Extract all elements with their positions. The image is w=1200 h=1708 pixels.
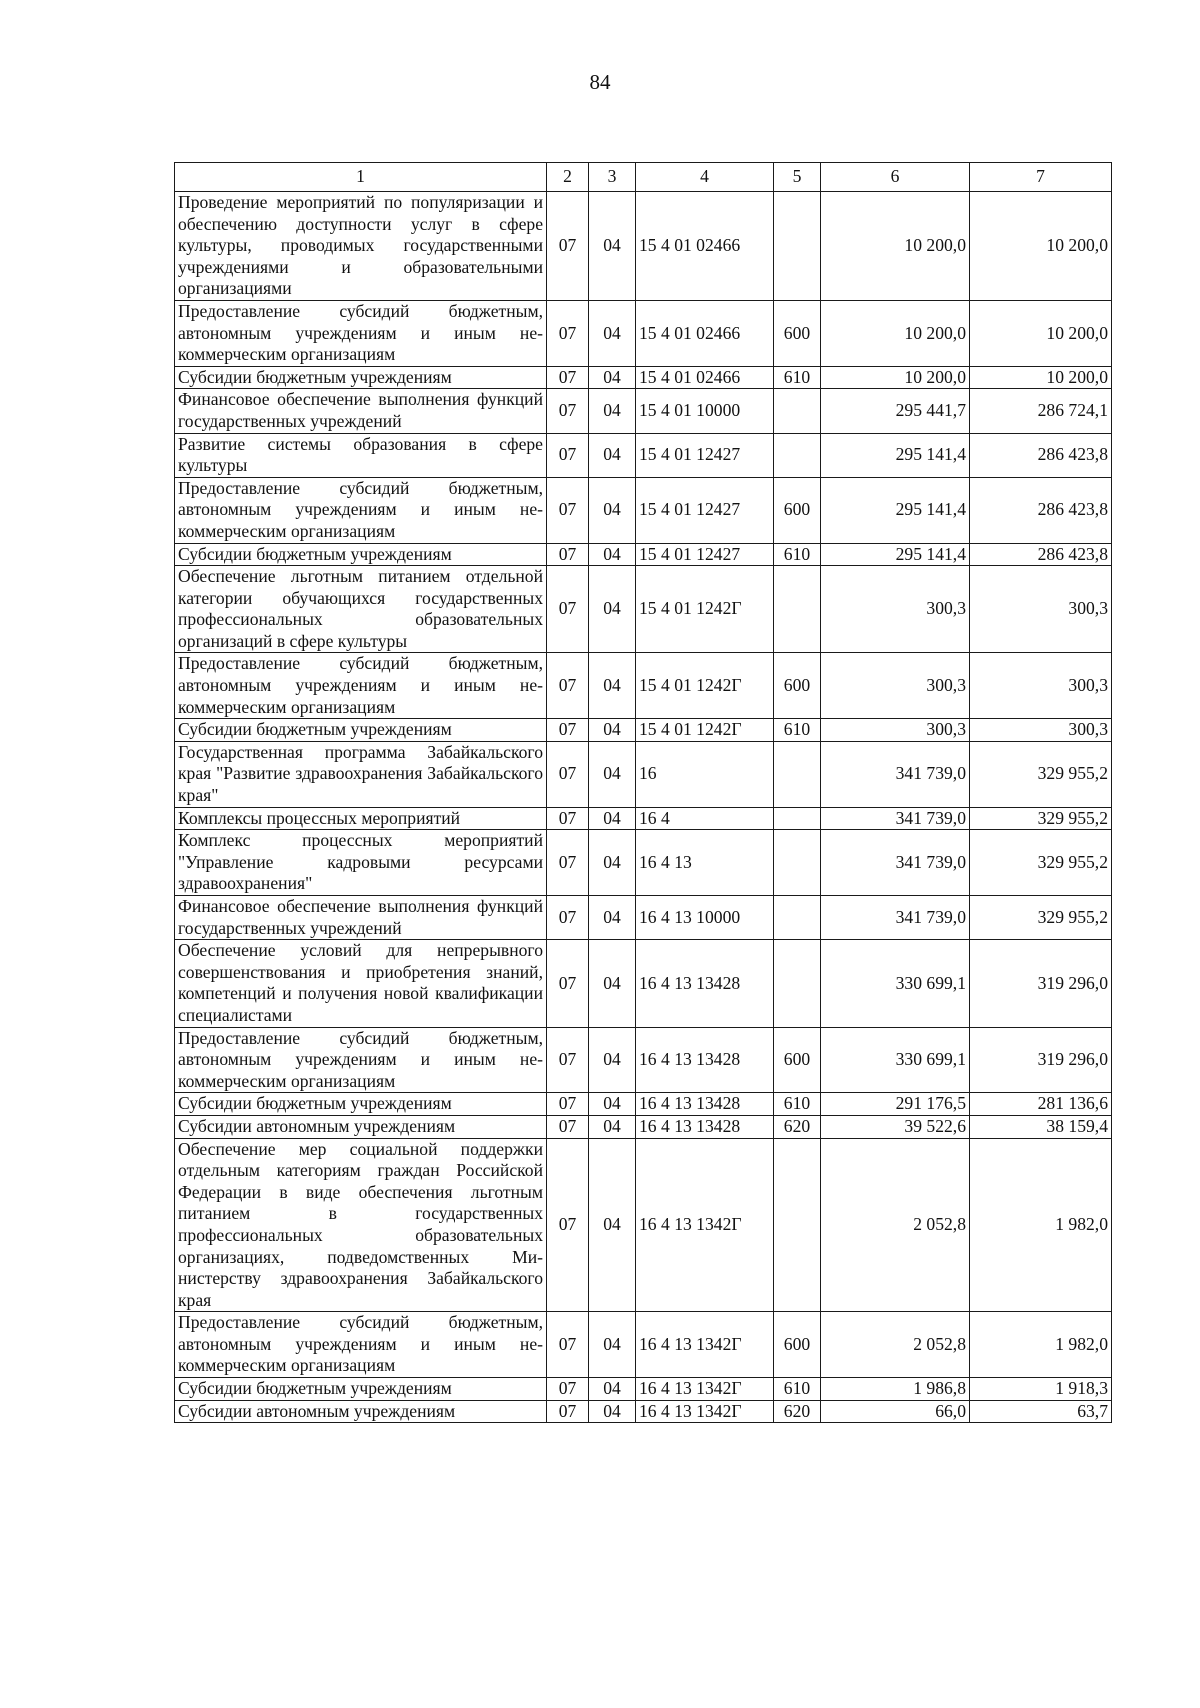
table-row — [175, 896, 1112, 940]
expense-type-code — [774, 940, 821, 1027]
row-description: Развитие системы образования в сфере культуры — [175, 433, 547, 477]
table-row — [175, 719, 1112, 742]
amount-year-2: 329 955,2 — [970, 741, 1112, 807]
row-description: Проведение мероприятий по популяризации и обеспечению доступности услуг в сфере культуры, проводимых государственными учреждениями и образовательными организациями — [175, 192, 547, 301]
section-code: 07 — [547, 1115, 589, 1138]
subsection-code: 04 — [589, 1093, 636, 1116]
amount-year-1: 341 739,0 — [821, 896, 970, 940]
expense-type-code: 600 — [774, 1312, 821, 1378]
section-code: 07 — [547, 741, 589, 807]
row-description: Комплекс процессных мероприятий "Управление кадровыми ресурсами здравоохранения" — [175, 830, 547, 896]
subsection-code: 04 — [589, 830, 636, 896]
table-row — [175, 366, 1112, 389]
target-article-code: 15 4 01 02466 — [636, 366, 774, 389]
column-header: 4 — [636, 163, 774, 192]
column-header: 3 — [589, 163, 636, 192]
section-code: 07 — [547, 1400, 589, 1423]
row-description: Субсидии бюджетным учреждениям — [175, 1378, 547, 1401]
expense-type-code — [774, 896, 821, 940]
subsection-code: 04 — [589, 366, 636, 389]
table-row — [175, 940, 1112, 1027]
amount-year-2: 329 955,2 — [970, 830, 1112, 896]
page-number: 84 — [589, 70, 611, 94]
subsection-code: 04 — [589, 1378, 636, 1401]
table-row — [175, 807, 1112, 830]
amount-year-1: 1 986,8 — [821, 1378, 970, 1401]
expense-type-code: 600 — [774, 300, 821, 366]
subsection-code: 04 — [589, 543, 636, 566]
expense-type-code — [774, 830, 821, 896]
subsection-code: 04 — [589, 566, 636, 653]
expense-type-code — [774, 566, 821, 653]
target-article-code: 16 — [636, 741, 774, 807]
table-row — [175, 433, 1112, 477]
expense-type-code — [774, 192, 821, 301]
column-header: 7 — [970, 163, 1112, 192]
row-description: Предоставление субсидий бюджетным, автономным учреждениям и иным некоммерческим организациям — [175, 1312, 547, 1378]
expense-type-code: 610 — [774, 543, 821, 566]
target-article-code: 15 4 01 12427 — [636, 477, 774, 543]
amount-year-1: 341 739,0 — [821, 830, 970, 896]
amount-year-2: 286 423,8 — [970, 543, 1112, 566]
amount-year-1: 300,3 — [821, 653, 970, 719]
amount-year-2: 319 296,0 — [970, 1027, 1112, 1093]
amount-year-1: 291 176,5 — [821, 1093, 970, 1116]
table-row — [175, 1312, 1112, 1378]
subsection-code: 04 — [589, 300, 636, 366]
section-code: 07 — [547, 653, 589, 719]
amount-year-1: 39 522,6 — [821, 1115, 970, 1138]
expense-type-code: 620 — [774, 1400, 821, 1423]
amount-year-2: 300,3 — [970, 566, 1112, 653]
amount-year-2: 329 955,2 — [970, 807, 1112, 830]
amount-year-1: 300,3 — [821, 566, 970, 653]
subsection-code: 04 — [589, 1115, 636, 1138]
amount-year-1: 295 141,4 — [821, 433, 970, 477]
table-row — [175, 1093, 1112, 1116]
amount-year-2: 1 918,3 — [970, 1378, 1112, 1401]
row-description: Субсидии бюджетным учреждениям — [175, 543, 547, 566]
expense-type-code: 610 — [774, 719, 821, 742]
table-row — [175, 566, 1112, 653]
column-header: 2 — [547, 163, 589, 192]
expense-type-code — [774, 807, 821, 830]
section-code: 07 — [547, 477, 589, 543]
target-article-code: 16 4 13 — [636, 830, 774, 896]
row-description: Комплексы процессных мероприятий — [175, 807, 547, 830]
amount-year-2: 300,3 — [970, 653, 1112, 719]
table-row — [175, 1378, 1112, 1401]
amount-year-1: 330 699,1 — [821, 940, 970, 1027]
section-code: 07 — [547, 1312, 589, 1378]
section-code: 07 — [547, 192, 589, 301]
expense-type-code: 610 — [774, 1378, 821, 1401]
target-article-code: 15 4 01 02466 — [636, 192, 774, 301]
subsection-code: 04 — [589, 433, 636, 477]
expense-type-code: 610 — [774, 366, 821, 389]
amount-year-2: 38 159,4 — [970, 1115, 1112, 1138]
amount-year-2: 10 200,0 — [970, 366, 1112, 389]
subsection-code: 04 — [589, 896, 636, 940]
row-description: Субсидии автономным учреждениям — [175, 1115, 547, 1138]
row-description: Предоставление субсидий бюджетным, автономным учреждениям и иным некоммерческим организациям — [175, 300, 547, 366]
subsection-code: 04 — [589, 719, 636, 742]
target-article-code: 16 4 13 1342Г — [636, 1400, 774, 1423]
section-code: 07 — [547, 389, 589, 433]
subsection-code: 04 — [589, 1312, 636, 1378]
target-article-code: 15 4 01 1242Г — [636, 653, 774, 719]
amount-year-1: 295 141,4 — [821, 543, 970, 566]
target-article-code: 15 4 01 12427 — [636, 433, 774, 477]
row-description: Предоставление субсидий бюджетным, автономным учреждениям и иным некоммерческим организациям — [175, 653, 547, 719]
subsection-code: 04 — [589, 192, 636, 301]
column-header: 6 — [821, 163, 970, 192]
section-code: 07 — [547, 1378, 589, 1401]
target-article-code: 15 4 01 10000 — [636, 389, 774, 433]
subsection-code: 04 — [589, 1027, 636, 1093]
amount-year-1: 295 141,4 — [821, 477, 970, 543]
table-row — [175, 543, 1112, 566]
section-code: 07 — [547, 896, 589, 940]
expense-type-code — [774, 741, 821, 807]
row-description: Субсидии бюджетным учреждениям — [175, 719, 547, 742]
section-code: 07 — [547, 807, 589, 830]
subsection-code: 04 — [589, 1400, 636, 1423]
row-description: Обеспечение мер социальной поддержки отдельным категориям граждан Российской Федерации в виде обеспечения льготным питанием в государственных профессиональных образовательных организациях, подведомственных Министерству здравоохранения Забайкальского края — [175, 1138, 547, 1312]
target-article-code: 16 4 13 1342Г — [636, 1312, 774, 1378]
table-row — [175, 300, 1112, 366]
target-article-code: 16 4 13 1342Г — [636, 1138, 774, 1312]
subsection-code: 04 — [589, 1138, 636, 1312]
amount-year-2: 319 296,0 — [970, 940, 1112, 1027]
table-row — [175, 192, 1112, 301]
section-code: 07 — [547, 1027, 589, 1093]
row-description: Субсидии бюджетным учреждениям — [175, 366, 547, 389]
expense-type-code — [774, 1138, 821, 1312]
row-description: Обеспечение льготным питанием отдельной категории обучающихся государственных профессиональных образовательных организаций в сфере культуры — [175, 566, 547, 653]
target-article-code: 16 4 13 13428 — [636, 1093, 774, 1116]
section-code: 07 — [547, 543, 589, 566]
amount-year-2: 286 724,1 — [970, 389, 1112, 433]
amount-year-1: 10 200,0 — [821, 192, 970, 301]
subsection-code: 04 — [589, 477, 636, 543]
expense-type-code: 620 — [774, 1115, 821, 1138]
row-description: Предоставление субсидий бюджетным, автономным учреждениям и иным некоммерческим организациям — [175, 1027, 547, 1093]
amount-year-1: 10 200,0 — [821, 366, 970, 389]
target-article-code: 16 4 — [636, 807, 774, 830]
section-code: 07 — [547, 300, 589, 366]
amount-year-1: 295 441,7 — [821, 389, 970, 433]
subsection-code: 04 — [589, 940, 636, 1027]
amount-year-2: 329 955,2 — [970, 896, 1112, 940]
table-row — [175, 653, 1112, 719]
row-description: Субсидии автономным учреждениям — [175, 1400, 547, 1423]
amount-year-2: 10 200,0 — [970, 192, 1112, 301]
target-article-code: 15 4 01 1242Г — [636, 719, 774, 742]
amount-year-2: 1 982,0 — [970, 1138, 1112, 1312]
section-code: 07 — [547, 1138, 589, 1312]
table-row — [175, 389, 1112, 433]
expense-type-code: 600 — [774, 1027, 821, 1093]
section-code: 07 — [547, 719, 589, 742]
table-row — [175, 830, 1112, 896]
amount-year-1: 66,0 — [821, 1400, 970, 1423]
expense-type-code — [774, 389, 821, 433]
amount-year-1: 330 699,1 — [821, 1027, 970, 1093]
expense-type-code: 600 — [774, 653, 821, 719]
target-article-code: 16 4 13 10000 — [636, 896, 774, 940]
amount-year-2: 1 982,0 — [970, 1312, 1112, 1378]
table-row — [175, 1115, 1112, 1138]
amount-year-2: 63,7 — [970, 1400, 1112, 1423]
subsection-code: 04 — [589, 741, 636, 807]
target-article-code: 15 4 01 1242Г — [636, 566, 774, 653]
amount-year-2: 286 423,8 — [970, 477, 1112, 543]
amount-year-1: 2 052,8 — [821, 1312, 970, 1378]
expense-type-code: 600 — [774, 477, 821, 543]
amount-year-2: 281 136,6 — [970, 1093, 1112, 1116]
subsection-code: 04 — [589, 807, 636, 830]
section-code: 07 — [547, 566, 589, 653]
subsection-code: 04 — [589, 653, 636, 719]
amount-year-2: 10 200,0 — [970, 300, 1112, 366]
amount-year-1: 341 739,0 — [821, 741, 970, 807]
table-header-row — [175, 163, 1112, 192]
table-row — [175, 1138, 1112, 1312]
target-article-code: 16 4 13 13428 — [636, 1115, 774, 1138]
section-code: 07 — [547, 366, 589, 389]
amount-year-1: 10 200,0 — [821, 300, 970, 366]
amount-year-2: 286 423,8 — [970, 433, 1112, 477]
expense-type-code — [774, 433, 821, 477]
row-description: Предоставление субсидий бюджетным, автономным учреждениям и иным некоммерческим организациям — [175, 477, 547, 543]
row-description: Государственная программа Забайкальского края "Развитие здравоохранения Забайкальского края" — [175, 741, 547, 807]
row-description: Финансовое обеспечение выполнения функций государственных учреждений — [175, 389, 547, 433]
target-article-code: 16 4 13 13428 — [636, 1027, 774, 1093]
amount-year-1: 300,3 — [821, 719, 970, 742]
row-description: Финансовое обеспечение выполнения функций государственных учреждений — [175, 896, 547, 940]
target-article-code: 16 4 13 13428 — [636, 940, 774, 1027]
table-row — [175, 477, 1112, 543]
row-description: Обеспечение условий для непрерывного совершенствования и приобретения знаний, компетенций и получения новой квалификации специалистами — [175, 940, 547, 1027]
expense-type-code: 610 — [774, 1093, 821, 1116]
target-article-code: 15 4 01 02466 — [636, 300, 774, 366]
amount-year-1: 2 052,8 — [821, 1138, 970, 1312]
section-code: 07 — [547, 1093, 589, 1116]
amount-year-2: 300,3 — [970, 719, 1112, 742]
budget-table — [174, 162, 1112, 1423]
table-row — [175, 741, 1112, 807]
row-description: Субсидии бюджетным учреждениям — [175, 1093, 547, 1116]
target-article-code: 15 4 01 12427 — [636, 543, 774, 566]
target-article-code: 16 4 13 1342Г — [636, 1378, 774, 1401]
table-row — [175, 1027, 1112, 1093]
table-row — [175, 1400, 1112, 1423]
section-code: 07 — [547, 830, 589, 896]
amount-year-1: 341 739,0 — [821, 807, 970, 830]
column-header: 5 — [774, 163, 821, 192]
subsection-code: 04 — [589, 389, 636, 433]
section-code: 07 — [547, 433, 589, 477]
section-code: 07 — [547, 940, 589, 1027]
column-header: 1 — [175, 163, 547, 192]
